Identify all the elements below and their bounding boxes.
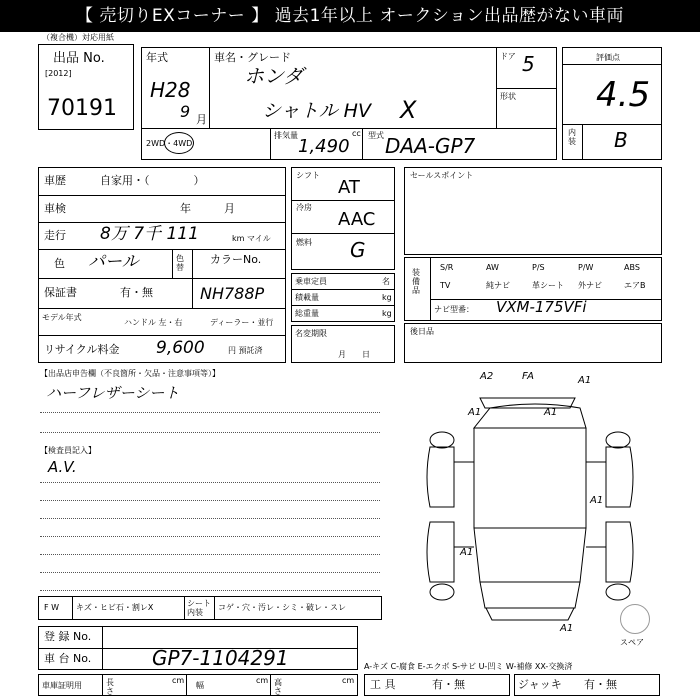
- seat-items: コゲ・穴・汚レ・シミ・破レ・スレ: [218, 603, 346, 612]
- month-value: 9: [180, 102, 191, 121]
- equipment-item: AW: [486, 263, 499, 272]
- interior-label: 内装: [568, 128, 576, 146]
- fuel-label: 燃料: [296, 238, 312, 247]
- mileage-unit: km マイル: [232, 234, 271, 243]
- ac-value: AAC: [338, 209, 376, 230]
- equipment-item: S/R: [440, 263, 454, 272]
- navi-label: ナビ型番：: [434, 305, 474, 314]
- equipment-item: エアB: [624, 281, 646, 290]
- lot-label: 出品 No.: [53, 51, 105, 66]
- damage-mark: FA: [522, 371, 535, 382]
- history-value: 自家用・（ ）: [100, 174, 205, 187]
- aftermarket-box: [404, 323, 662, 363]
- fw-items: キズ・ヒビ石・割レX: [76, 603, 154, 612]
- weight-label: 総重量: [295, 309, 319, 318]
- month-unit: 月: [196, 113, 207, 126]
- year-stamp: [2012]: [45, 69, 72, 78]
- color-no-value: NH788P: [200, 284, 265, 303]
- damage-mark: A1: [578, 375, 592, 386]
- drive-label: 2WD・4WD: [146, 139, 193, 148]
- inspector-label: 【検査員記入】: [40, 446, 96, 455]
- width-unit: cm: [256, 676, 269, 685]
- door-value: 5: [522, 52, 535, 76]
- damage-mark: A1: [460, 547, 474, 558]
- displacement-value: 1,490: [298, 136, 350, 157]
- interior-value: B: [614, 128, 628, 152]
- equipment-item: 革シート: [532, 281, 564, 290]
- color-no-label: カラーNo.: [210, 253, 262, 266]
- inspection-label: 車検: [44, 202, 66, 215]
- drive-circle: [164, 132, 194, 154]
- sales-point-label: セールスポイント: [410, 171, 474, 180]
- height-unit: cm: [342, 676, 355, 685]
- seat-label: シート内装: [187, 599, 211, 617]
- width-label: 幅: [196, 681, 204, 690]
- year-value: H28: [150, 78, 191, 102]
- spare-circle: [620, 604, 650, 634]
- length-label: 長さ: [106, 678, 114, 696]
- cert-label: 車庫証明用: [42, 681, 82, 690]
- notes-value: ハーフレザーシート: [46, 384, 180, 402]
- equipment-item: 外ナビ: [578, 281, 602, 290]
- score-value: 4.5: [596, 75, 651, 115]
- equipment-item: P/W: [578, 263, 594, 272]
- recycle-unit: 円 預託済: [228, 346, 263, 355]
- equipment-item: 純ナビ: [486, 281, 510, 290]
- lot-number: 70191: [47, 96, 117, 121]
- jack-value: 有・無: [584, 678, 617, 691]
- shape-label: 形状: [500, 92, 516, 101]
- warranty-label: 保証書: [44, 286, 77, 299]
- shift-label: シフト: [296, 171, 320, 180]
- damage-mark: A1: [590, 495, 604, 506]
- dealer-label: ディーラー・並行: [210, 318, 274, 327]
- weight-unit: kg: [382, 309, 392, 318]
- name-label: 車名・グレード: [214, 51, 291, 64]
- model-year-label: モデル年式: [42, 313, 82, 322]
- notes-label: 【出品店申告欄（不良箇所・欠品・注意事項等）】: [40, 369, 220, 378]
- form-subtitle: （複合機）対応用紙: [42, 33, 114, 42]
- inspector-value: A.V.: [48, 458, 77, 476]
- displacement-label: 排気量: [274, 131, 298, 140]
- maker-value: ホンダ: [244, 64, 304, 88]
- displacement-unit: cc: [352, 129, 361, 138]
- equipment-label: 装備品: [412, 268, 420, 295]
- year-label: 年式: [146, 51, 168, 64]
- shift-value: AT: [338, 177, 360, 198]
- mileage-value: 8万 7千 111: [100, 224, 199, 244]
- type-label: 型式: [368, 131, 384, 140]
- inspection-units: 年 月: [180, 202, 235, 215]
- score-label: 評価点: [596, 53, 620, 62]
- navi-value: VXM-175VFi: [496, 298, 587, 316]
- color-label: 色: [54, 257, 65, 270]
- load-unit: kg: [382, 293, 392, 302]
- recycle-label: リサイクル料金: [44, 343, 120, 356]
- change-date-units: 月 日: [338, 350, 370, 359]
- banner: 【 売切りEXコーナー 】 過去1年以上 オークション出品歴がない車両: [0, 0, 700, 32]
- jack-label: ジャッキ: [518, 678, 562, 691]
- damage-mark: A1: [468, 407, 482, 418]
- equipment-item: TV: [440, 281, 451, 290]
- equipment-item: P/S: [532, 263, 545, 272]
- door-label: ドア: [500, 52, 516, 61]
- mileage-label: 走行: [44, 229, 66, 242]
- fw-label: F W: [44, 603, 60, 612]
- sales-point-box: [404, 167, 662, 255]
- type-value: DAA-GP7: [385, 134, 476, 158]
- length-unit: cm: [172, 676, 185, 685]
- warranty-value: 有・無: [120, 286, 153, 299]
- chassis-label: 車 台 No.: [44, 652, 92, 665]
- equipment-item: ABS: [624, 263, 640, 272]
- color-change-label: 色替: [176, 254, 184, 272]
- spare-label: スペア: [620, 638, 644, 647]
- history-label: 車歴: [44, 174, 66, 187]
- aftermarket-label: 後日品: [410, 327, 434, 336]
- height-label: 高さ: [274, 678, 282, 696]
- change-date-label: 名変期限: [295, 329, 327, 338]
- grade-value: X: [400, 96, 417, 124]
- load-label: 積載量: [295, 293, 319, 302]
- chassis-value: GP7-1104291: [152, 646, 289, 670]
- recycle-value: 9,600: [156, 338, 205, 358]
- handle-label: ハンドル 左・右: [124, 318, 183, 327]
- capacity-unit: 名: [382, 277, 390, 286]
- color-value: パール: [88, 252, 139, 272]
- lot-box: [38, 44, 134, 130]
- registration-label: 登 録 No.: [44, 630, 92, 643]
- damage-mark: A2: [480, 371, 494, 382]
- fuel-value: G: [350, 238, 366, 262]
- damage-mark: A1: [560, 623, 574, 634]
- damage-legend: A-キズ C-腐食 E-エクボ S-サビ U-凹ミ W-補修 XX-交換済: [364, 662, 573, 671]
- damage-mark: A1: [544, 407, 558, 418]
- tools-value: 有・無: [432, 678, 465, 691]
- capacity-label: 乗車定員: [295, 277, 327, 286]
- tools-label: 工 具: [370, 678, 396, 691]
- car-diagram: [410, 372, 660, 642]
- ac-label: 冷房: [296, 203, 312, 212]
- model-value: シャトル HV: [262, 100, 371, 122]
